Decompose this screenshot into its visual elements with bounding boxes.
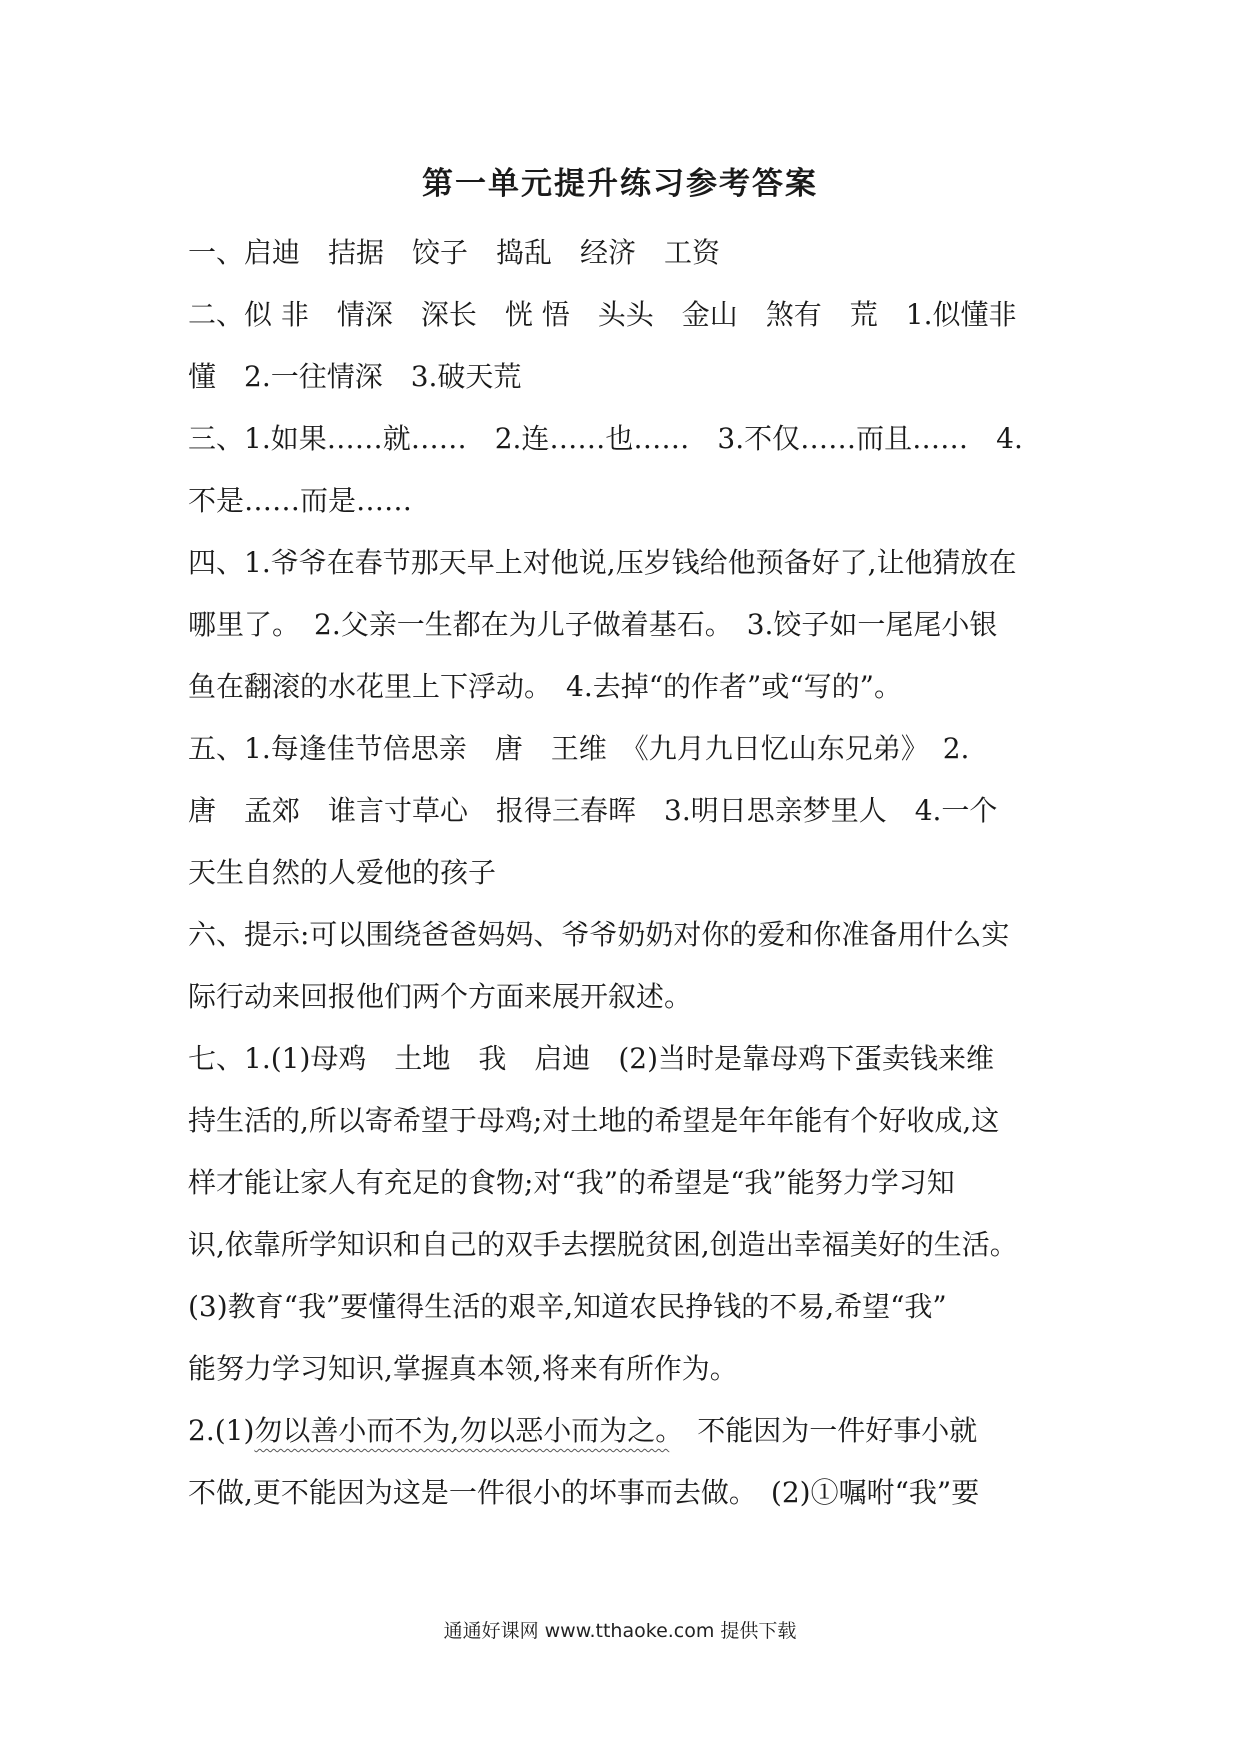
answer-line: (3)教育“我”要懂得生活的艰辛,知道农民挣钱的不易,希望“我”	[188, 1290, 947, 1323]
q2-prefix: 2.(1)	[188, 1414, 255, 1447]
answer-line: 懂 2.一往情深 3.破天荒	[188, 360, 522, 393]
answer-line: 持生活的,所以寄希望于母鸡;对土地的希望是年年能有个好收成,这	[188, 1104, 1000, 1137]
answer-line: 样才能让家人有充足的食物;对“我”的希望是“我”能努力学习知	[188, 1166, 955, 1199]
answer-line: 四、1.爷爷在春节那天早上对他说,压岁钱给他预备好了,让他猜放在	[188, 546, 1017, 579]
answer-line: 一、启迪 拮据 饺子 捣乱 经济 工资	[188, 236, 721, 269]
answer-line: 五、1.每逢佳节倍思亲 唐 王维 《九月九日忆山东兄弟》 2.	[188, 732, 970, 765]
page-title: 第一单元提升练习参考答案	[422, 166, 818, 202]
answer-line: 天生自然的人爱他的孩子	[188, 856, 497, 889]
q2-suffix: 不能因为一件好事小就	[669, 1414, 978, 1447]
answer-body	[188, 222, 1050, 1524]
answer-line: 二、似 非 情深 深长 恍 悟 头头 金山 煞有 荒 1.似懂非	[188, 298, 1017, 331]
footer-watermark: 通通好课网 www.tthaoke.com 提供下载	[443, 1620, 797, 1642]
answer-line: 不是……而是……	[188, 484, 413, 517]
answer-line: 鱼在翻滚的水花里上下浮动。 4.去掉“的作者”或“写的”。	[188, 670, 902, 703]
answer-line: 哪里了。 2.父亲一生都在为儿子做着基石。 3.饺子如一尾尾小银	[188, 608, 998, 641]
answer-line: 际行动来回报他们两个方面来展开叙述。	[188, 980, 693, 1013]
answer-line: 七、1.(1)母鸡 土地 我 启迪 (2)当时是靠母鸡下蛋卖钱来维	[188, 1042, 995, 1075]
answer-line: 不做,更不能因为这是一件很小的坏事而去做。 (2)①嘱咐“我”要	[188, 1476, 980, 1509]
answer-line: 三、1.如果……就…… 2.连……也…… 3.不仅……而且…… 4.	[188, 422, 1023, 455]
answer-line: 六、提示:可以围绕爸爸妈妈、爷爷奶奶对你的爱和你准备用什么实	[188, 918, 1010, 951]
q2-underlined-quote: 勿以善小而不为,勿以恶小而为之。	[254, 1414, 670, 1447]
answer-line-q2	[188, 1400, 1050, 1462]
answer-line: 识,依靠所学知识和自己的双手去摆脱贫困,创造出幸福美好的生活。	[188, 1228, 1018, 1261]
answer-line: 唐 孟郊 谁言寸草心 报得三春晖 3.明日思亲梦里人 4.一个	[188, 794, 998, 827]
answer-line: 能努力学习知识,掌握真本领,将来有所作为。	[188, 1352, 738, 1385]
